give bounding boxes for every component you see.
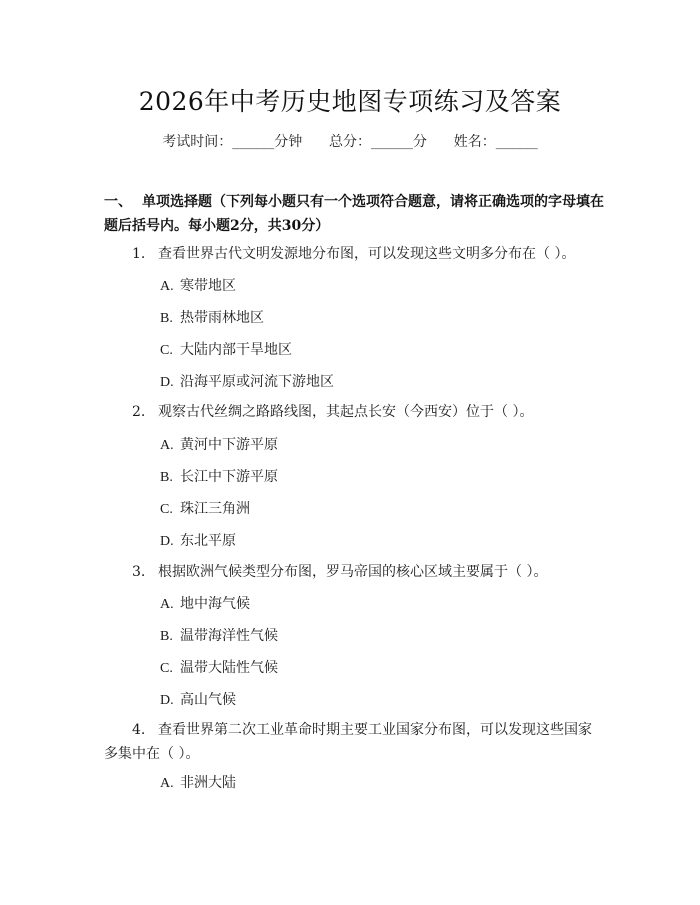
question-text: 查看世界第二次工业革命时期主要工业国家分布图，可以发现这些国家多集中在（ ）。 [104, 722, 592, 762]
option-text: 珠江三角洲 [180, 501, 250, 517]
option-text: 东北平原 [180, 533, 236, 549]
option-1a [160, 276, 236, 297]
exam-time-unit: 分钟 [274, 134, 303, 150]
score-blank: ______ [371, 134, 413, 150]
question-2 [132, 400, 602, 424]
option-text: 寒带地区 [180, 278, 236, 294]
option-text: 大陆内部干旱地区 [180, 342, 292, 358]
option-text: 地中海气候 [180, 596, 250, 612]
option-letter: D. [160, 693, 174, 708]
option-2c [160, 499, 250, 520]
exam-time-blank: ______ [232, 134, 275, 150]
option-text: 温带大陆性气候 [180, 660, 278, 676]
option-3b [160, 626, 278, 647]
option-text: 高山气候 [180, 692, 236, 708]
option-letter: B. [160, 629, 173, 644]
option-text: 非洲大陆 [180, 775, 236, 791]
question-text: 观察古代丝绸之路路线图，其起点长安（今西安）位于（ ）。 [158, 404, 534, 420]
question-number: 4. [132, 722, 146, 738]
question-3 [132, 560, 602, 584]
option-1b [160, 308, 264, 329]
score-label: 总分： [329, 134, 371, 150]
question-number: 1. [132, 246, 146, 262]
option-3d [160, 690, 236, 711]
option-letter: A. [160, 597, 174, 612]
option-letter: B. [160, 470, 173, 485]
score-unit: 分 [413, 134, 427, 150]
question-number: 2. [132, 404, 146, 420]
question-1 [132, 242, 602, 266]
option-letter: C. [160, 502, 173, 517]
question-text: 根据欧洲气候类型分布图，罗马帝国的核心区域主要属于（ ）。 [158, 564, 548, 580]
section-number: 一、 [104, 194, 132, 210]
option-letter: D. [160, 534, 174, 549]
section-heading [104, 190, 604, 238]
option-text: 沿海平原或河流下游地区 [180, 374, 334, 390]
name-label: 姓名： [453, 134, 496, 150]
question-number: 3. [132, 564, 146, 580]
option-text: 温带海洋性气候 [180, 628, 278, 644]
option-letter: C. [160, 343, 173, 358]
option-letter: A. [160, 776, 174, 791]
option-letter: B. [160, 311, 173, 326]
question-4 [104, 718, 604, 766]
name-blank: ______ [495, 134, 538, 150]
option-2a [160, 435, 278, 456]
option-letter: D. [160, 375, 174, 390]
page-title: 2026年中考历史地图专项练习及答案 [138, 87, 562, 116]
option-text: 黄河中下游平原 [180, 437, 278, 453]
option-3c [160, 658, 278, 679]
option-4a [160, 773, 236, 794]
question-text: 查看世界古代文明发源地分布图，可以发现这些文明多分布在（ ）。 [158, 246, 576, 262]
option-letter: A. [160, 279, 174, 294]
exam-meta-line [0, 131, 700, 151]
option-2b [160, 467, 278, 488]
option-1d [160, 372, 334, 393]
option-letter: A. [160, 438, 174, 453]
option-text: 热带雨林地区 [180, 310, 264, 326]
section-text: 单项选择题（下列每小题只有一个选项符合题意，请将正确选项的字母填在题后括号内。每小题2分，共30分） [104, 194, 604, 234]
option-letter: C. [160, 661, 173, 676]
option-1c [160, 340, 292, 361]
option-3a [160, 594, 250, 615]
option-2d [160, 531, 236, 552]
option-text: 长江中下游平原 [180, 469, 278, 485]
exam-time-label: 考试时间： [162, 134, 233, 150]
